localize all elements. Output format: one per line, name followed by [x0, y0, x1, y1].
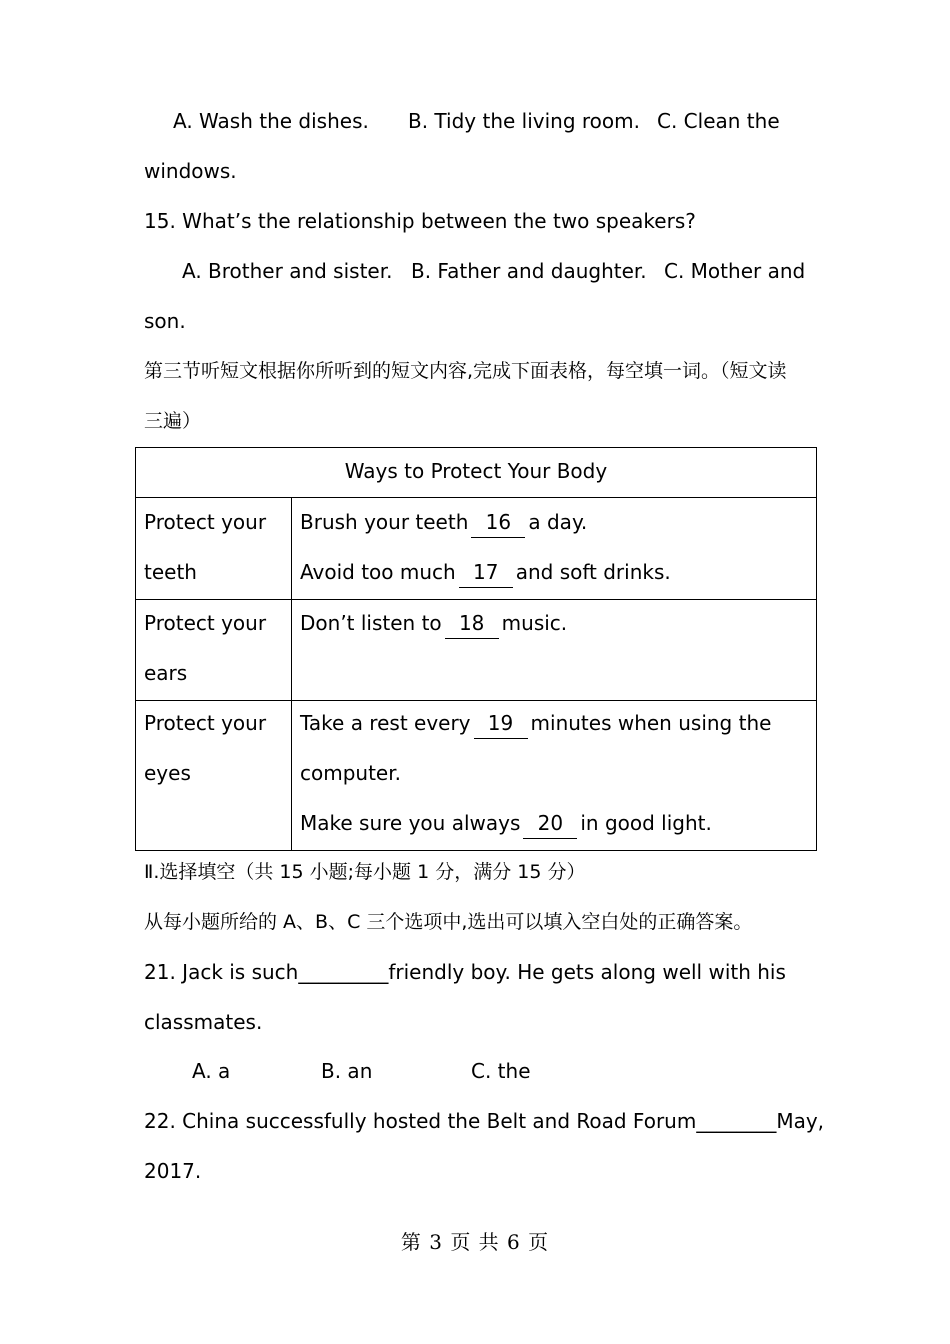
row-label-teeth: Protect your	[144, 510, 267, 534]
row-label-eyes: Protect your	[144, 711, 267, 735]
q21-question-cont: classmates.	[144, 1010, 263, 1034]
sentence-text: a day.	[528, 510, 588, 534]
sentence-text: Avoid too much	[300, 560, 456, 584]
q14-option-a: A. Wash the dishes.	[173, 109, 369, 133]
q15-option-a: A. Brother and sister.	[182, 259, 393, 283]
table-divider	[136, 700, 816, 701]
answer-blank-18: 18	[445, 610, 499, 639]
q14-option-c: C. Clean the	[657, 109, 780, 133]
q15-option-b: B. Father and daughter.	[411, 259, 647, 283]
answer-blank-20: 20	[523, 810, 577, 839]
q21-option-b: B. an	[321, 1059, 373, 1083]
q21-option-c: C. the	[471, 1059, 531, 1083]
table-sentence	[300, 810, 712, 839]
q14-option-b: B. Tidy the living room.	[408, 109, 640, 133]
row-label-ears-cont: ears	[144, 661, 188, 685]
q14-option-c-continued: windows.	[144, 159, 237, 183]
q21-option-a: A. a	[192, 1059, 231, 1083]
sentence-text: in good light.	[580, 811, 712, 835]
q21-question: 21. Jack is such_________friendly boy. He gets along well with his	[144, 960, 786, 984]
row-label-eyes-cont: eyes	[144, 761, 191, 785]
sentence-text: Make sure you always	[300, 811, 521, 835]
sentence-text: minutes when using the	[530, 711, 772, 735]
sentence-text: Brush your teeth	[300, 510, 469, 534]
q15-option-c: C. Mother and	[664, 259, 806, 283]
sentence-text: music.	[501, 611, 568, 635]
row-label-ears: Protect your	[144, 611, 267, 635]
answer-blank-16: 16	[471, 509, 525, 538]
part2-instruction: 从每小题所给的 A、B、C 三个选项中,选出可以填入空白处的正确答案。	[144, 911, 753, 933]
table-sentence	[300, 710, 771, 739]
table-sentence	[300, 559, 671, 588]
page-footer: 第 3 页 共 6 页	[400, 1230, 550, 1254]
table-title: Ways to Protect Your Body	[344, 459, 608, 483]
sentence-text: Don’t listen to	[300, 611, 442, 635]
q22-question-cont: 2017.	[144, 1159, 202, 1183]
table-column-divider	[291, 497, 292, 850]
protect-body-table	[135, 447, 817, 851]
q15-option-c-continued: son.	[144, 309, 186, 333]
table-sentence	[300, 509, 587, 538]
sentence-text: and soft drinks.	[515, 560, 671, 584]
q22-question: 22. China successfully hosted the Belt and Road Forum________May,	[144, 1109, 825, 1133]
section3-instruction: 第三节听短文根据你所听到的短文内容,完成下面表格，每空填一词。（短文读	[144, 360, 787, 382]
part2-title: Ⅱ.选择填空（共 15 小题;每小题 1 分，满分 15 分）	[144, 861, 586, 883]
sentence-text: Take a rest every	[300, 711, 471, 735]
table-divider	[136, 599, 816, 600]
q15-question: 15. What’s the relationship between the two speakers?	[144, 209, 696, 233]
answer-blank-19: 19	[474, 710, 528, 739]
section3-instruction-cont: 三遍）	[144, 410, 202, 432]
table-sentence	[300, 610, 567, 639]
answer-blank-17: 17	[459, 559, 513, 588]
row-label-teeth-cont: teeth	[144, 560, 197, 584]
table-sentence-cont: computer.	[300, 761, 401, 785]
table-divider	[136, 497, 816, 498]
